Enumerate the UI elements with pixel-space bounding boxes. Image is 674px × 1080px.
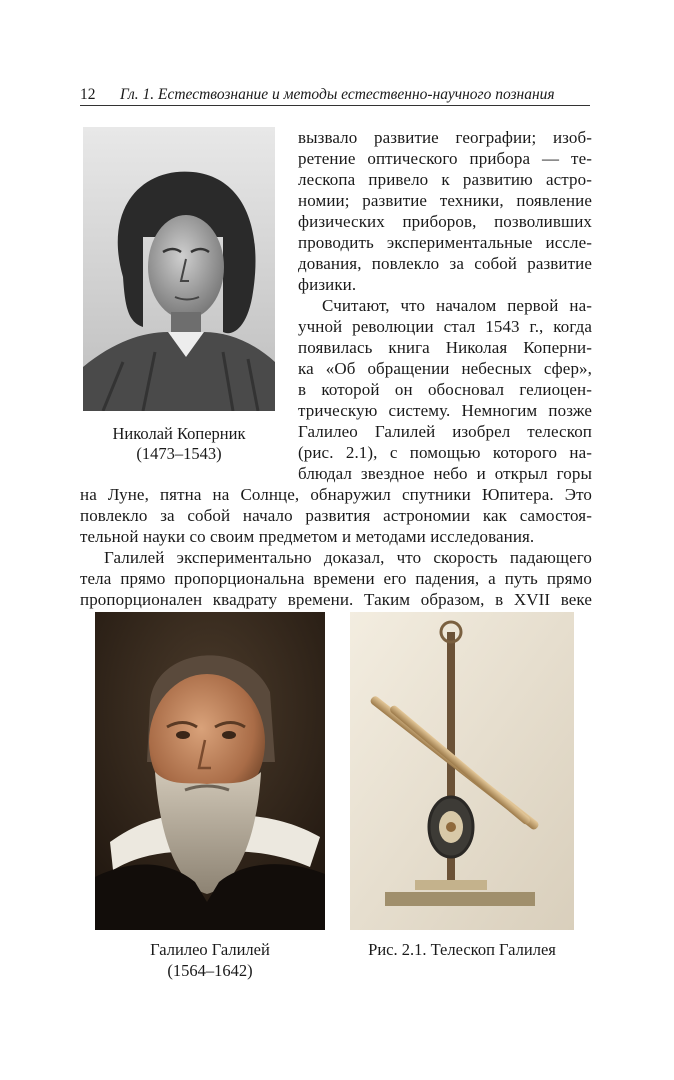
text-line: проводить экспериментальные иссле- <box>298 233 592 252</box>
text-line: (рис. 2.1), с помощью которого на- <box>298 443 592 462</box>
header-rule <box>80 105 590 106</box>
text-line: тельной науки со своим предметом и методами исследования. <box>80 527 535 546</box>
text-line: в которой он обосновал гелиоцен- <box>298 380 592 399</box>
text-line: тела прямо пропорциональна времени его падения, а путь прямо <box>80 569 592 588</box>
copernicus-caption-years: (1473–1543) <box>136 444 222 463</box>
text-line: ка «Об обращении небесных сфер», <box>298 359 592 378</box>
text-line: появилась книга Николая Коперни- <box>298 338 592 357</box>
text-line: физики. <box>298 275 357 294</box>
text-line: номии; развитие техники, появление <box>298 191 592 210</box>
text-line: Галилей экспериментально доказал, что скорость падающего <box>104 548 592 567</box>
page-number: 12 <box>80 86 96 103</box>
text-line: дования, повлекло за собой развитие <box>298 254 592 273</box>
text-line: физических приборов, позволивших <box>298 212 592 231</box>
text-line: повлекло за собой начало развития астрономии как самостоя- <box>80 506 592 525</box>
telescope-caption: Рис. 2.1. Телескоп Галилея <box>368 940 556 959</box>
copernicus-caption-name: Николай Коперник <box>112 424 246 443</box>
text-line: трическую систему. Немногим позже <box>298 401 592 420</box>
text-line: Галилео Галилей изобрел телескоп <box>298 422 592 441</box>
text-line: лескопа привело к развитию астро- <box>298 170 592 189</box>
text-line: Считают, что началом первой на- <box>322 296 592 315</box>
text-line: на Луне, пятна на Солнце, обнаружил спутники Юпитера. Это <box>80 485 592 504</box>
text-line: учной революции стал 1543 г., когда <box>298 317 592 336</box>
text-line: блюдал звездное небо и открыл горы <box>298 464 592 483</box>
galileo-caption-name: Галилео Галилей <box>150 940 270 959</box>
running-title: Гл. 1. Естествознание и методы естественно-научного познания <box>120 86 555 103</box>
telescope-photo <box>350 612 574 930</box>
galileo-portrait <box>95 612 325 930</box>
copernicus-portrait <box>83 127 275 411</box>
text-line: вызвало развитие географии; изоб- <box>298 128 592 147</box>
galileo-caption-years: (1564–1642) <box>167 961 253 980</box>
text-line: пропорционален квадрату времени. Таким образом, в XVII веке <box>80 590 592 609</box>
text-line: ретение оптического прибора — те- <box>298 149 592 168</box>
running-header <box>80 86 590 104</box>
